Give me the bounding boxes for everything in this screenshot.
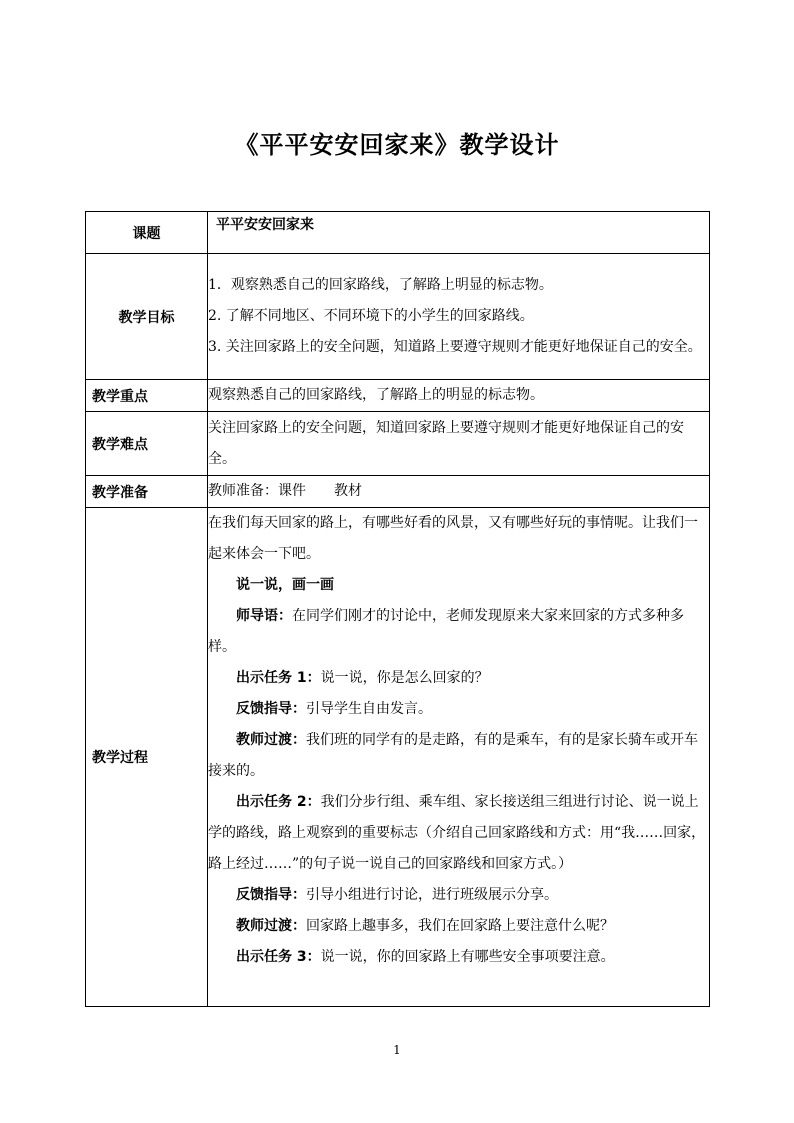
difficulties-row [86, 412, 710, 476]
goals-cell [208, 254, 710, 380]
key-points-label: 教学重点 [86, 380, 208, 412]
paragraph-text: 我们班的同学有的是走路，有的是乘车，有的是家长骑车或开车接来的。 [208, 732, 698, 779]
process-row [86, 508, 710, 1007]
difficulties-label: 教学难点 [86, 412, 208, 476]
paragraph-lead: 反馈指导： [236, 701, 306, 717]
paragraph-text: 引导小组进行讨论，进行班级展示分享。 [306, 887, 558, 903]
process-paragraph [208, 942, 709, 973]
topic-value-cell [208, 212, 710, 254]
process-label: 教学过程 [86, 508, 208, 1007]
process-paragraph [208, 601, 709, 663]
paragraph-text: 在同学们刚才的讨论中，老师发现原来大家来回家的方式多种多样。 [208, 608, 684, 655]
paragraph-lead: 反馈指导： [236, 887, 306, 903]
paragraph-lead: 教师过渡： [236, 732, 306, 748]
process-section-title: 说一说，画一画 [236, 577, 334, 593]
paragraph-text: 我们分步行组、乘车组、家长接送组三组进行讨论、说一说上学的路线，路上观察到的重要标志（介绍自己回家路线和方式：用“我……回家，路上经过……”的句子说一说自己的回家路线和回家方式。） [208, 794, 706, 872]
paragraph-lead: 出示任务 3： [236, 949, 321, 965]
document-title: 《平平安安回家来》教学设计 [234, 131, 560, 159]
process-paragraph [208, 725, 709, 787]
paragraph-lead: 出示任务 1： [236, 670, 321, 686]
topic-value: 平平安安回家来 [216, 217, 314, 233]
paragraph-lead: 教师过渡： [236, 918, 306, 934]
goal-item-3: 3. 关注回家路上的安全问题，知道路上要遵守规则才能更好地保证自己的安全。 [208, 339, 702, 355]
paragraph-lead: 出示任务 2： [236, 794, 321, 810]
process-paragraph [208, 787, 709, 880]
goal-item-1: 1．观察熟悉自己的回家路线，了解路上明显的标志物。 [208, 277, 553, 293]
preparation-row [86, 476, 710, 508]
page-number: 1 [393, 1043, 401, 1057]
paragraph-text: 引导学生自由发言。 [306, 701, 432, 717]
goals-label: 教学目标 [86, 254, 208, 380]
process-intro: 在我们每天回家的路上，有哪些好看的风景，又有哪些好玩的事情呢。让我们一起来体会一下吧。 [208, 515, 698, 562]
preparation-label: 教学准备 [86, 476, 208, 508]
paragraph-text: 回家路上趣事多，我们在回家路上要注意什么呢？ [306, 918, 614, 934]
lesson-plan-table [85, 211, 710, 1007]
topic-label: 课题 [86, 212, 208, 254]
key-points-value: 观察熟悉自己的回家路线，了解路上的明显的标志物。 [208, 380, 710, 412]
process-paragraph [208, 663, 709, 694]
key-points-row [86, 380, 710, 412]
goals-row [86, 254, 710, 380]
process-cell [208, 508, 710, 1007]
topic-row [86, 212, 710, 254]
preparation-value: 教师准备：课件 教材 [208, 476, 710, 508]
paragraph-text: 说一说，你的回家路上有哪些安全事项要注意。 [320, 949, 615, 965]
paragraph-lead: 师导语： [236, 608, 292, 624]
paragraph-text: 说一说，你是怎么回家的？ [320, 670, 489, 686]
goal-item-2: 2. 了解不同地区、不同环境下的小学生的回家路线。 [208, 308, 534, 324]
process-paragraph [208, 694, 709, 725]
process-paragraph [208, 911, 709, 942]
difficulties-value: 关注回家路上的安全问题，知道回家路上要遵守规则才能更好地保证自己的安全。 [208, 412, 710, 476]
process-paragraph [208, 880, 709, 911]
